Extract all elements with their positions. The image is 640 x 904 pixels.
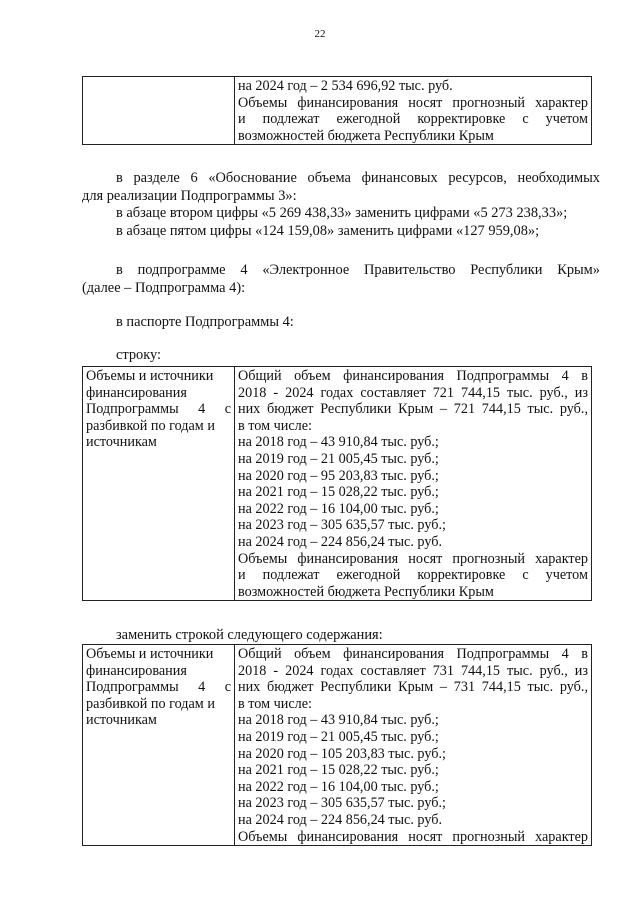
text-line: на 2021 год – 15 028,22 тыс. руб.; <box>238 762 439 779</box>
text-line: строку: <box>116 347 162 363</box>
section6-paragraph <box>82 170 600 240</box>
table-cell-right <box>235 645 592 846</box>
row-label <box>82 347 634 365</box>
text-line: финансирования <box>86 662 187 679</box>
text-line: разбивкой по годам и <box>86 417 215 434</box>
text-line: Объемы финансирования носят прогнозный характер <box>238 828 588 845</box>
text-line: на 2024 год – 224 856,24 тыс. руб. <box>238 811 443 828</box>
text-line: на 2020 год – 105 203,83 тыс. руб.; <box>238 745 446 762</box>
text-line: Объемы финансирования носят прогнозный характер <box>238 550 588 567</box>
text-line: на 2019 год – 21 005,45 тыс. руб.; <box>238 728 439 745</box>
text-line: в подпрограмме 4 «Электронное Правительство Республики Крым» <box>116 262 600 278</box>
text-line: в том числе: <box>238 417 312 434</box>
table-row <box>83 77 592 145</box>
table-row <box>83 367 592 601</box>
text-line: источникам <box>86 712 157 729</box>
text-line: на 2018 год – 43 910,84 тыс. руб.; <box>238 434 439 451</box>
text-line: источникам <box>86 434 157 451</box>
text-line: на 2018 год – 43 910,84 тыс. руб.; <box>238 712 439 729</box>
subprogram4-paragraph <box>82 262 600 297</box>
text-line: Объемы и источники <box>86 368 214 384</box>
text-line: в паспорте Подпрограммы 4: <box>116 314 294 330</box>
text-line: в разделе 6 «Обоснование объема финансовых ресурсов, необходимых <box>116 170 600 186</box>
text-line: на 2023 год – 305 635,57 тыс. руб.; <box>238 795 446 812</box>
text-line: них бюджет Республики Крым – 731 744,15 тыс. руб., <box>238 679 588 696</box>
text-line: Подпрограммы 4 с <box>86 679 231 696</box>
text-line: них бюджет Республики Крым – 721 744,15 тыс. руб., <box>238 401 588 418</box>
text-line: на 2024 год – 224 856,24 тыс. руб. <box>238 533 443 550</box>
table-cell-right <box>235 77 592 145</box>
text-line: на 2023 год – 305 635,57 тыс. руб.; <box>238 517 446 534</box>
text-line: для реализации Подпрограммы 3»: <box>82 187 297 204</box>
new-row-table <box>82 644 592 846</box>
text-line: на 2019 год – 21 005,45 тыс. руб.; <box>238 450 439 467</box>
text-line: 2018 - 2024 годах составляет 721 744,15 тыс. руб., из <box>238 384 588 401</box>
text-line: на 2020 год – 95 203,83 тыс. руб.; <box>238 467 439 484</box>
text-line: Общий объем финансирования Подпрограммы 4 в <box>238 368 588 384</box>
text-line: на 2022 год – 16 104,00 тыс. руб.; <box>238 778 439 795</box>
old-row-table <box>82 366 592 601</box>
text-line: возможностей бюджета Республики Крым <box>238 583 494 600</box>
text-line: Объемы финансирования носят прогнозный характер <box>238 94 588 111</box>
table-cell-left <box>83 77 235 145</box>
text-line: разбивкой по годам и <box>86 695 215 712</box>
text-line: финансирования <box>86 384 187 401</box>
text-line: Объемы и источники <box>86 646 214 662</box>
text-line: (далее – Подпрограмма 4): <box>82 279 246 296</box>
table-cell-right <box>235 367 592 601</box>
text-line: в том числе: <box>238 695 312 712</box>
table-cell-left <box>83 645 235 846</box>
text-line: на 2021 год – 15 028,22 тыс. руб.; <box>238 484 439 501</box>
text-line: в абзаце втором цифры «5 269 438,33» заменить цифрами «5 273 238,33»; <box>116 205 568 221</box>
text-line: возможностей бюджета Республики Крым <box>238 127 494 144</box>
text-line: Подпрограммы 4 с <box>86 401 231 418</box>
replace-label <box>82 627 634 645</box>
text-line: и подлежат ежегодной корректировке с учетом <box>238 111 588 128</box>
text-line: 2018 - 2024 годах составляет 731 744,15 тыс. руб., из <box>238 662 588 679</box>
table-cell-left <box>83 367 235 601</box>
top-funding-table <box>82 76 592 145</box>
text-line: Общий объем финансирования Подпрограммы 4 в <box>238 646 588 662</box>
page-number: 22 <box>314 28 326 40</box>
text-line: на 2024 год – 2 534 696,92 тыс. руб. <box>238 78 453 94</box>
text-line: заменить строкой следующего содержания: <box>116 627 383 643</box>
text-line: в абзаце пятом цифры «124 159,08» заменить цифрами «127 959,08»; <box>116 222 540 239</box>
table-row <box>83 645 592 846</box>
text-line: и подлежат ежегодной корректировке с учетом <box>238 567 588 584</box>
text-line: на 2022 год – 16 104,00 тыс. руб.; <box>238 500 439 517</box>
passport-paragraph <box>82 314 634 332</box>
